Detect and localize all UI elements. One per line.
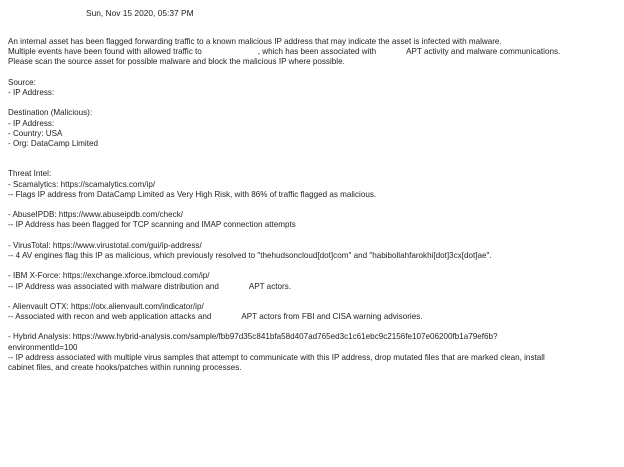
intro-line-2-part-3: APT activity and malware communications. [406, 47, 561, 57]
intro-line-3: Please scan the source asset for possible malware and block the malicious IP where possible. [8, 57, 345, 67]
alienvault-note [8, 312, 620, 322]
ibm-xforce-link: - IBM X-Force: https://exchange.xforce.ibmcloud.com/ip/ [8, 271, 210, 281]
spacer [8, 68, 620, 78]
abuseipdb-note: -- IP Address has been flagged for TCP scanning and IMAP connection attempts [8, 220, 296, 230]
intro-line-2-part-1: Multiple events have been found with allowed traffic to [8, 47, 202, 57]
scamalytics-link: - Scamalytics: https://scamalytics.com/ip/ [8, 179, 156, 189]
spacer [8, 149, 620, 169]
hybrid-analysis-note-2: cabinet files, and create hooks/patches within running processes. [8, 363, 242, 373]
intro-line-2 [8, 47, 620, 57]
spacer [8, 261, 620, 271]
ibm-xforce-note-part-2: APT actors. [248, 281, 291, 291]
hybrid-analysis-note-1: -- IP address associated with multiple virus samples that attempt to communicate with this IP address, drop mutated files that are marked clean, install [8, 352, 545, 362]
abuseipdb-link: - AbuseIPDB: https://www.abuseipdb.com/check/ [8, 210, 183, 220]
alert-message-body [8, 37, 620, 373]
destination-ip-address: - IP Address: [8, 118, 55, 128]
source-heading: Source: [8, 77, 36, 87]
alienvault-note-part-2: APT actors from FBI and CISA warning advisories. [241, 312, 423, 322]
spacer [8, 200, 620, 210]
hybrid-analysis-link: - Hybrid Analysis: https://www.hybrid-analysis.com/sample/fbb97d35c841bfa58d407ad765ed3c1c61ebc9c2156fe107e06200fb1a79ef6b? [8, 332, 498, 342]
alienvault-link: - Alienvault OTX: https://otx.alienvault.com/indicator/ip/ [8, 301, 204, 311]
source-ip-address: - IP Address: [8, 87, 55, 97]
spacer [8, 322, 620, 332]
ibm-xforce-note-part-1: -- IP Address was associated with malware distribution and [8, 281, 219, 291]
intro-line-1: An internal asset has been flagged forwarding traffic to a known malicious IP address that may indicate the asset is infected with malware. [8, 37, 502, 46]
intro-line-2-part-2: , which has been associated with [257, 47, 377, 57]
spacer [8, 292, 620, 302]
destination-country: - Country: USA [8, 128, 63, 138]
destination-org: - Org: DataCamp Limited [8, 138, 98, 148]
virustotal-link: - VirusTotal: https://www.virustotal.com/gui/ip-address/ [8, 240, 202, 250]
destination-heading: Destination (Malicious): [8, 108, 93, 118]
alert-timestamp: Sun, Nov 15 2020, 05:37 PM [86, 8, 194, 18]
spacer [8, 98, 620, 108]
scamalytics-note: -- Flags IP address from DataCamp Limited as Very High Risk, with 86% of traffic flagged as malicious. [8, 189, 377, 199]
threat-intel-heading: Threat Intel: [8, 169, 52, 179]
hybrid-analysis-env: environmentId=100 [8, 342, 78, 352]
spacer [8, 231, 620, 241]
virustotal-note: -- 4 AV engines flag this IP as malicious, which previously resolved to "thehudsoncloud[dot]com" and "habibollahfarokhi[dot]3cx[dot]ae". [8, 250, 492, 260]
ibm-xforce-note [8, 282, 620, 292]
alienvault-note-part-1: -- Associated with recon and web application attacks and [8, 312, 212, 322]
